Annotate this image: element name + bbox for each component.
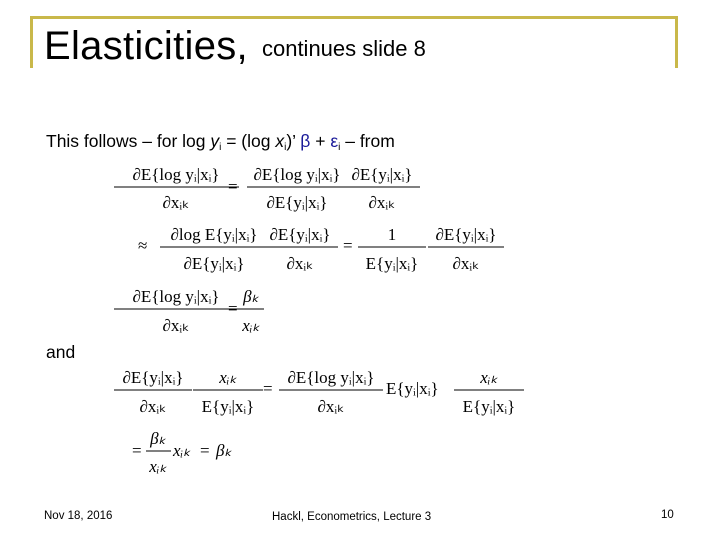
eq2-t4-numerator: ∂E{yᵢ|xᵢ} — [435, 225, 497, 244]
eq2-t1-denominator: ∂E{yᵢ|xᵢ} — [183, 254, 245, 273]
eq4-t2-denominator: E{yᵢ|xᵢ} — [201, 397, 255, 416]
intro-epsilon: ε — [330, 131, 339, 151]
eq5-equals-left: = — [132, 441, 142, 460]
intro-rest: )’ — [286, 131, 301, 151]
footer-date: Nov 18, 2016 — [44, 510, 113, 522]
eq1-t2-denominator: ∂xᵢₖ — [368, 193, 396, 212]
eq3-equals: = — [228, 299, 238, 318]
eq4-t1-numerator: ∂E{yᵢ|xᵢ} — [122, 368, 184, 387]
intro-sub-i3: i — [338, 142, 341, 153]
eq4-middle-term: E{yᵢ|xᵢ} — [386, 379, 439, 398]
eq2-t2-numerator: ∂E{yᵢ|xᵢ} — [269, 225, 331, 244]
eq1-t1-numerator: ∂E{log yᵢ|xᵢ} — [253, 165, 341, 184]
eq3-lhs-numerator: ∂E{log yᵢ|xᵢ} — [132, 287, 220, 306]
eq5-t1-numerator: βₖ — [150, 429, 166, 448]
eq4-t3-numerator: ∂E{log yᵢ|xᵢ} — [287, 368, 375, 387]
eq2-equals: = — [343, 236, 353, 255]
intro-suffix: – from — [340, 131, 395, 151]
eq4-t1-denominator: ∂xᵢₖ — [139, 397, 167, 416]
eq3-rhs-denominator: xᵢₖ — [242, 316, 260, 335]
intro-x: x — [275, 131, 285, 151]
eq1-lhs-numerator: ∂E{log yᵢ|xᵢ} — [132, 165, 220, 184]
eq1-lhs-denominator: ∂xᵢₖ — [162, 193, 190, 212]
eq2-t1-numerator: ∂log E{yᵢ|xᵢ} — [170, 225, 258, 244]
intro-sub-i2: i — [284, 142, 287, 153]
equation-5 — [132, 429, 232, 476]
eq2-approx: ≈ — [138, 236, 148, 255]
eq3-lhs-denominator: ∂xᵢₖ — [162, 316, 190, 335]
equation-3 — [114, 287, 264, 335]
footer-center: Hackl, Econometrics, Lecture 3 — [272, 511, 432, 523]
eq5-rhs: βₖ — [216, 441, 232, 460]
intro-prefix: This follows – for log — [46, 131, 211, 151]
equation-1 — [114, 165, 420, 212]
eq2-t4-denominator: ∂xᵢₖ — [452, 254, 480, 273]
footer-page-number: 10 — [661, 509, 674, 521]
eq2-t3-numerator: 1 — [387, 225, 397, 244]
equation-4 — [114, 368, 524, 416]
eq1-equals: = — [228, 177, 238, 196]
title-subtitle: continues slide 8 — [261, 36, 426, 61]
intro-y: y — [210, 131, 220, 151]
eq4-t4-numerator: xᵢₖ — [480, 368, 498, 387]
eq1-t1-denominator: ∂E{yᵢ|xᵢ} — [266, 193, 328, 212]
eq2-t3-denominator: E{yᵢ|xᵢ} — [365, 254, 419, 273]
title-main: Elasticities, — [44, 24, 248, 68]
eq4-equals: = — [263, 379, 273, 398]
eq4-t4-denominator: E{yᵢ|xᵢ} — [462, 397, 516, 416]
eq2-t2-denominator: ∂xᵢₖ — [286, 254, 314, 273]
and-label: and — [46, 342, 76, 362]
intro-beta: β — [300, 131, 311, 151]
intro-plus: + — [310, 131, 331, 151]
intro-eq: = (log — [221, 131, 276, 151]
eq3-rhs-numerator: βₖ — [243, 287, 259, 306]
eq5-middle-term: xᵢₖ — [173, 441, 191, 460]
eq1-t2-numerator: ∂E{yᵢ|xᵢ} — [351, 165, 413, 184]
intro-sub-i: i — [219, 142, 222, 153]
eq5-t1-denominator: xᵢₖ — [149, 457, 167, 476]
eq4-t2-numerator: xᵢₖ — [219, 368, 237, 387]
equation-2 — [138, 225, 504, 273]
eq5-equals-right: = — [200, 441, 210, 460]
eq4-t3-denominator: ∂xᵢₖ — [317, 397, 345, 416]
